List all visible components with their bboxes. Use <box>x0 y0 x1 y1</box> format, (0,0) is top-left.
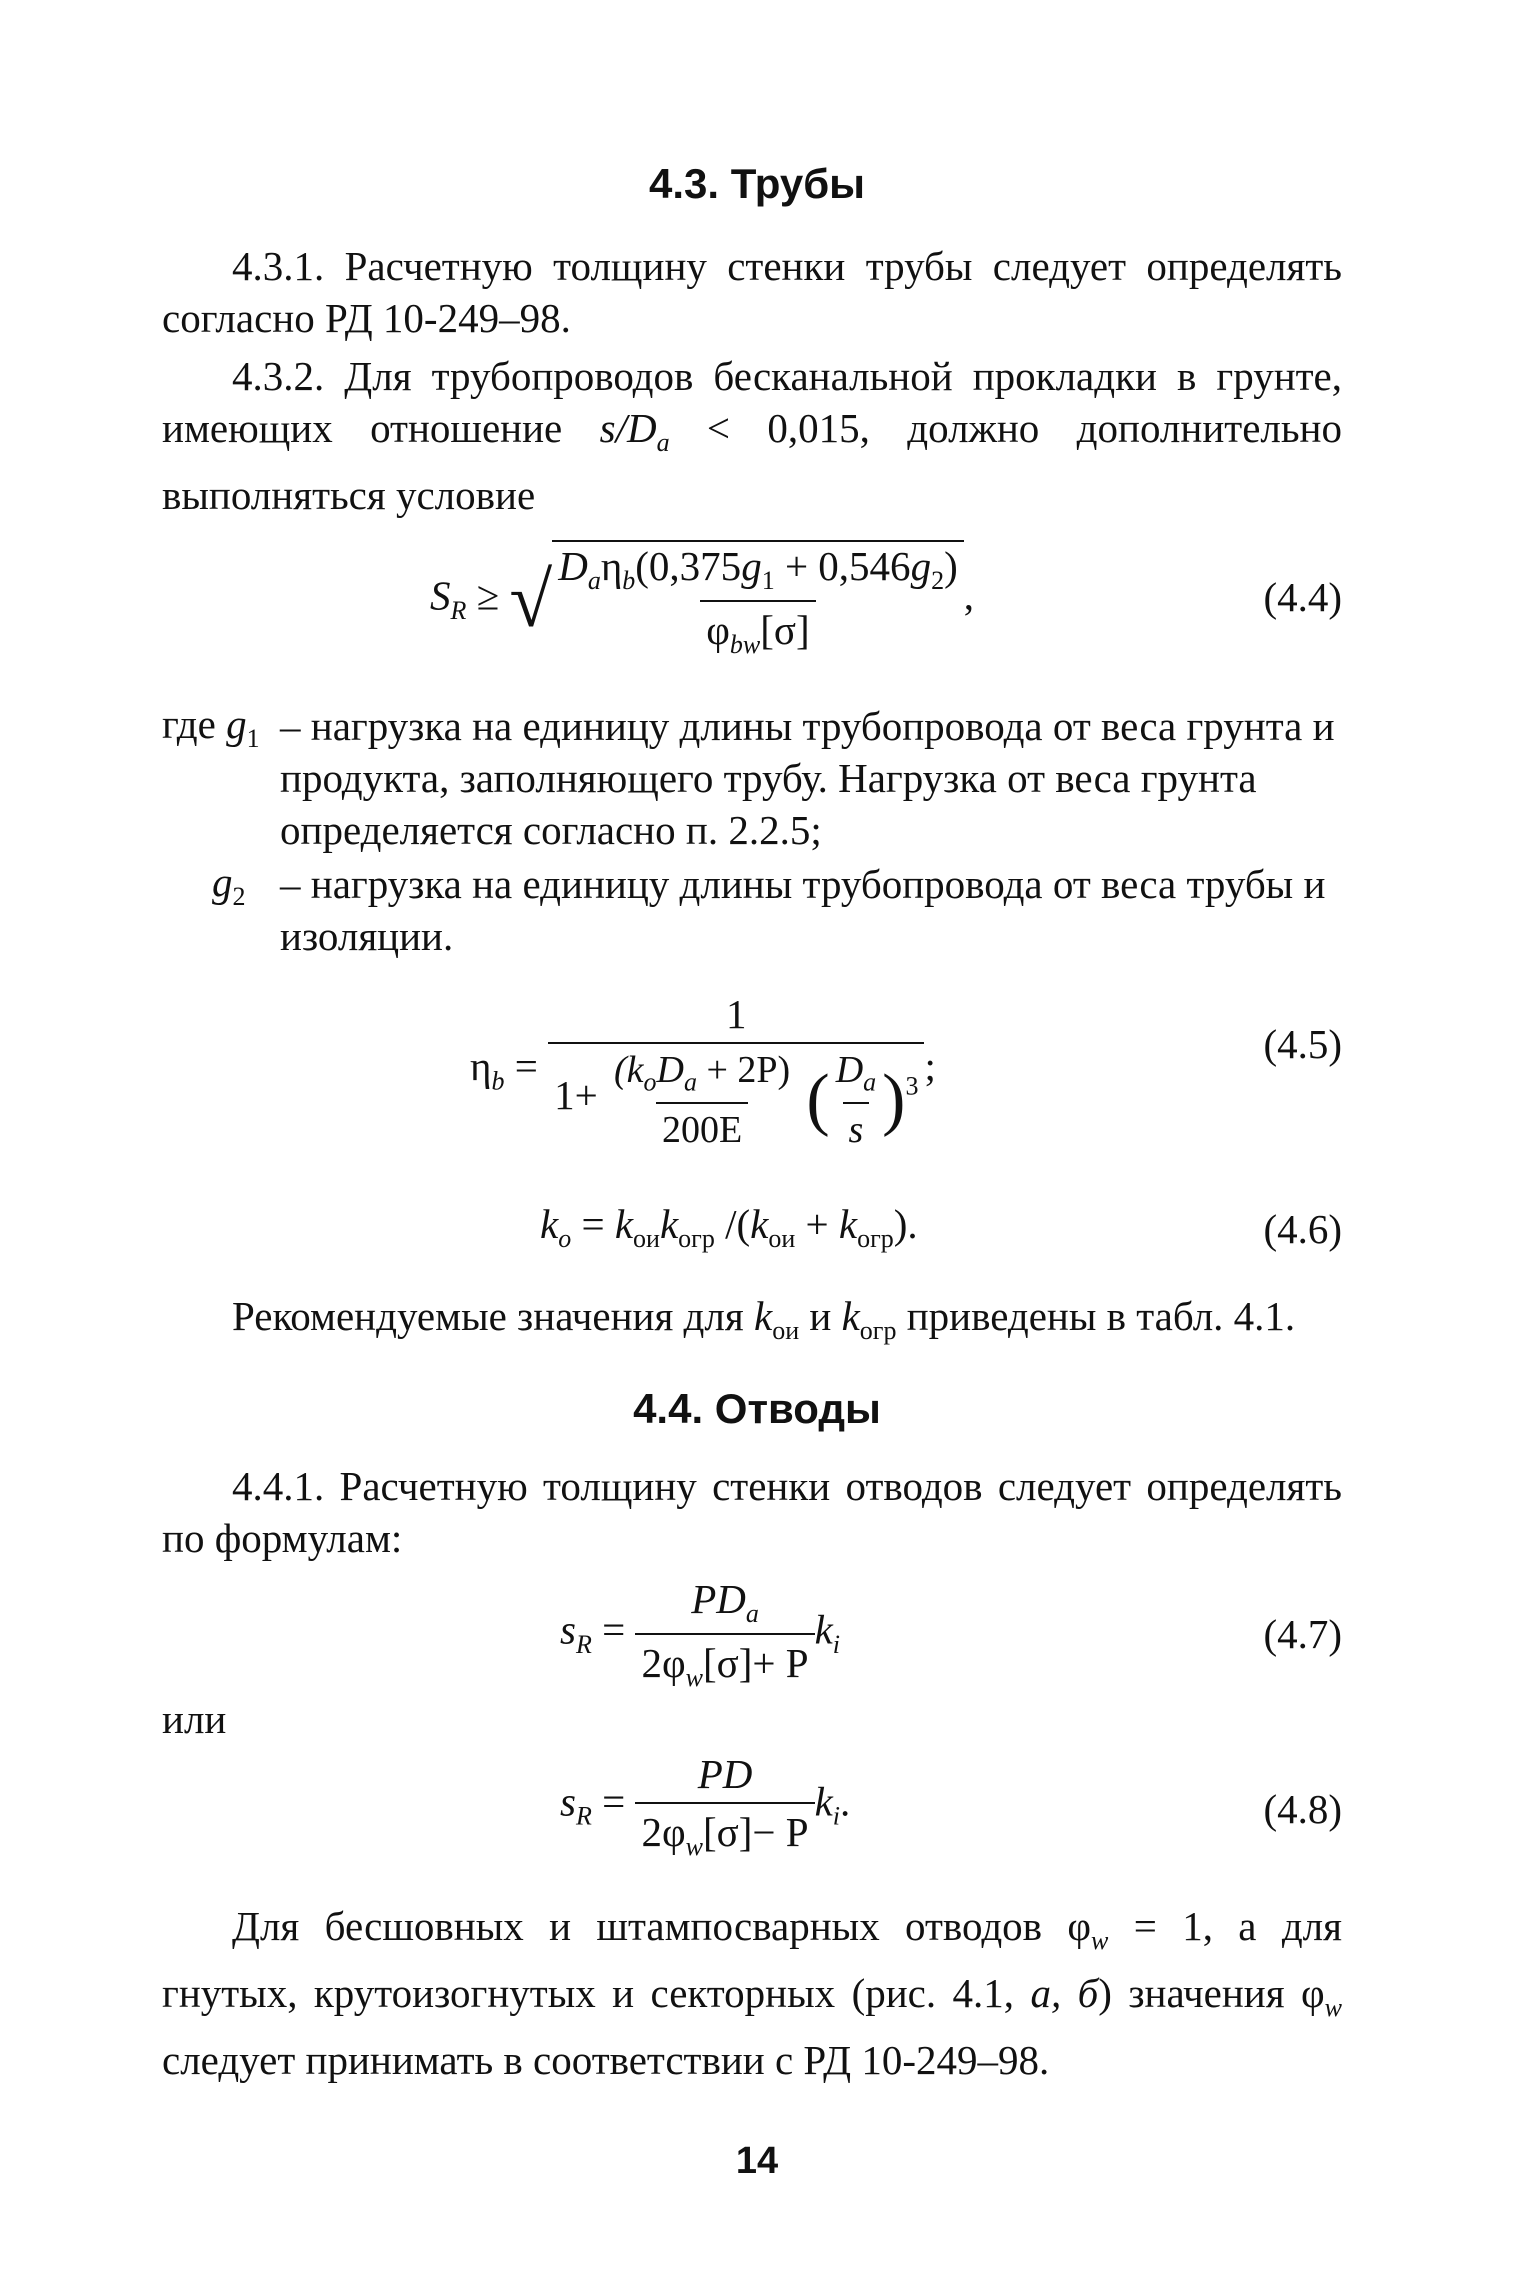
formula-4-8: $s_R$ = $\frac{PD}{2\varphi_w[\sigma]- P}$ $k_i$. <box>560 1751 851 1862</box>
equation-number-4-7: (4.7) <box>1263 1611 1342 1657</box>
equation-number-4-5: (4.5) <box>1263 1021 1342 1067</box>
formula-4-4: $S_R$ ≥ √ $\frac{D_a\eta_b(0,375g_1 + 0,546g_2)}{\varphi_{bw}[\sigma]}$ , <box>430 540 974 660</box>
formula-4-7: $s_R$ = $\frac{PD_a}{2\varphi_w[\sigma]+ P}$ $k_i$ <box>560 1576 841 1693</box>
paragraph-4-4-2: Для бесшовных и штампосварных отводов $\varphi_w = 1$, а для гнутых, крутоизогнутых и секторных (рис. 4.1, а, б) значения $\varphi_w$ следует принимать в соответствии с РД 10-249–98. <box>162 1903 1343 2084</box>
formula-4-5: $\eta_b$ = 1 1+ $\frac{(k_oD_a + 2P)}{200E}$ ( $\frac{D_a}{s}$ )$^3$ ; <box>470 991 936 1151</box>
section-heading-4-3: 4.3. Трубы <box>648 160 866 207</box>
formula-4-6: $k_o = k_{ои}k_{огр}$ $/(k_{ои} + k_{огр})$. <box>540 1201 918 1254</box>
equation-number-4-4: (4.4) <box>1263 574 1342 620</box>
sqrt-sign: √ <box>509 556 553 644</box>
paragraph-4-4-1: 4.4.1. Расчетную толщину стенки отводов следует определять по формулам: <box>162 1463 1342 1561</box>
g2-symbol: $g_2$ <box>212 859 246 912</box>
equation-number-4-6: (4.6) <box>1263 1206 1342 1252</box>
paragraph-4-3-2: 4.3.2. Для трубопроводов бесканальной прокладки в грунте, имеющих отношение $s/D_a < 0,015$, должно дополнительно выполняться условие <box>162 353 1342 519</box>
or-label: или <box>162 1696 227 1742</box>
paragraph-4-3-1: 4.3.1. Расчетную толщину стенки трубы следует определять согласно РД 10-249–98. <box>162 243 1342 341</box>
recommendation-paragraph: Рекомендуемые значения для $k_{ои}$ и $k_{огр}$ приведены в табл. 4.1. <box>232 1293 1296 1346</box>
equation-number-4-8: (4.8) <box>1263 1786 1342 1832</box>
ratio-symbol: $s/D_a$ <box>599 405 670 458</box>
page-number: 14 <box>735 2140 779 2182</box>
where-label: где $g_1$ <box>162 701 260 754</box>
definition-g1: – нагрузка на единицу длины трубопровода от веса грунта и продукта, заполняющего трубу. Нагрузка от веса грунта определяется согласно п. 2.2.5; <box>280 703 1335 853</box>
section-heading-4-4: 4.4. Отводы <box>633 1385 881 1432</box>
definition-g2: – нагрузка на единицу длины трубопровода от веса трубы и изоляции. <box>280 861 1326 959</box>
